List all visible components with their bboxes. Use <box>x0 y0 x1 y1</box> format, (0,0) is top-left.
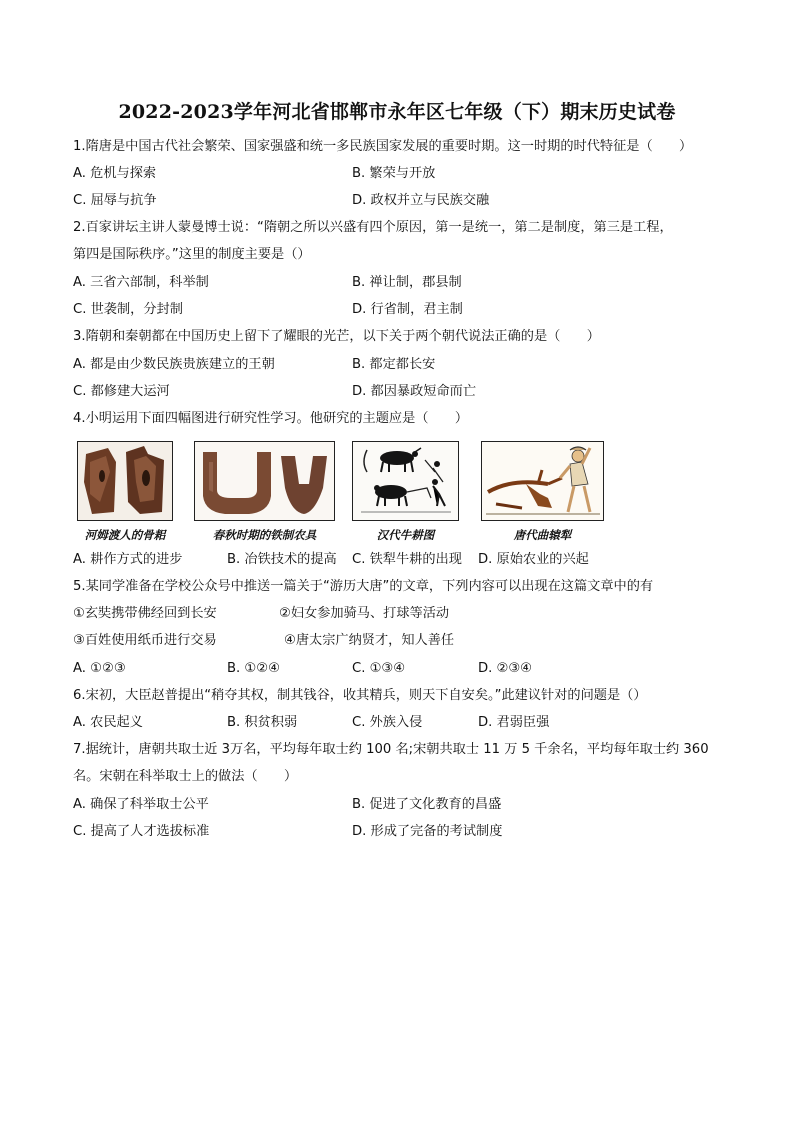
question-3-option-a[interactable]: A. 都是由少数民族贵族建立的王朝 <box>73 357 275 372</box>
question-7-option-a[interactable]: A. 确保了科举取士公平 <box>73 797 209 812</box>
question-3-option-d[interactable]: D. 都因暴政短命而亡 <box>352 384 477 399</box>
question-2-stem-line-2: 第四是国际秩序。”这里的制度主要是（） <box>73 247 311 262</box>
question-2-option-a[interactable]: A. 三省六部制，科举制 <box>73 275 209 290</box>
caption-curved-plough: 唐代曲辕犁 <box>513 528 572 542</box>
question-2-option-b[interactable]: B. 禅让制，郡县制 <box>352 275 462 290</box>
question-5-stem: 5.某同学准备在学校公众号中推送一篇关于“游历大唐”的文章，下列内容可以出现在这篇文章中的有 <box>73 579 654 594</box>
question-5-option-b[interactable]: B. ①②④ <box>227 661 280 676</box>
han-ox-plough-image <box>352 441 459 521</box>
bone-spade-image <box>77 441 173 521</box>
question-6-option-d[interactable]: D. 君弱臣强 <box>478 715 550 730</box>
question-5-item-1: ①玄奘携带佛经回到长安 <box>73 606 217 621</box>
question-2-stem-line-1: 2.百家讲坛主讲人蒙曼博士说：“隋朝之所以兴盛有四个原因，第一是统一，第二是制度，第三是工程， <box>73 220 673 235</box>
caption-han-ox-plough: 汉代牛耕图 <box>376 528 435 542</box>
figure-han-ox-plough <box>352 441 459 543</box>
question-7-stem-line-2: 名。宋朝在科举取士上的做法（ ） <box>73 769 298 784</box>
question-5-option-d[interactable]: D. ②③④ <box>478 661 533 676</box>
question-3-option-b[interactable]: B. 都定都长安 <box>352 357 436 372</box>
caption-iron-tools: 春秋时期的铁制农具 <box>212 528 317 542</box>
question-1-option-c[interactable]: C. 屈辱与抗争 <box>73 193 157 208</box>
curved-plough-image <box>481 441 604 521</box>
question-1-option-d[interactable]: D. 政权并立与民族交融 <box>352 193 490 208</box>
question-6-option-b[interactable]: B. 积贫积弱 <box>227 715 298 730</box>
question-5-item-2: ②妇女参加骑马、打球等活动 <box>279 606 450 621</box>
question-1-option-a[interactable]: A. 危机与探索 <box>73 166 157 181</box>
figure-bone-spade <box>77 441 173 543</box>
question-5-option-a[interactable]: A. ①②③ <box>73 661 126 676</box>
question-5-item-3: ③百姓使用纸币进行交易 <box>73 633 217 648</box>
question-7-option-d[interactable]: D. 形成了完备的考试制度 <box>352 824 503 839</box>
question-2-option-c[interactable]: C. 世袭制，分封制 <box>73 302 183 317</box>
question-6-option-a[interactable]: A. 农民起义 <box>73 715 143 730</box>
question-4-stem: 4.小明运用下面四幅图进行研究性学习。他研究的主题应是（ ） <box>73 411 469 426</box>
question-3-option-c[interactable]: C. 都修建大运河 <box>73 384 170 399</box>
question-6-option-c[interactable]: C. 外族入侵 <box>352 715 423 730</box>
question-7-option-b[interactable]: B. 促进了文化教育的昌盛 <box>352 797 502 812</box>
question-4-option-d[interactable]: D. 原始农业的兴起 <box>478 552 589 567</box>
question-5-item-4: ④唐太宗广纳贤才，知人善任 <box>284 633 455 648</box>
caption-bone-spade: 河姆渡人的骨耜 <box>84 528 166 542</box>
question-1-option-b[interactable]: B. 繁荣与开放 <box>352 166 436 181</box>
question-7-stem-line-1: 7.据统计，唐朝共取士近 3万名，平均每年取士约 100 名;宋朝共取士 11 万 5 千余名，平均每年取士约 360 <box>73 742 709 757</box>
question-2-option-d[interactable]: D. 行省制，君主制 <box>352 302 463 317</box>
question-4-option-c[interactable]: C. 铁犁牛耕的出现 <box>352 552 462 567</box>
question-4-option-a[interactable]: A. 耕作方式的进步 <box>73 552 183 567</box>
figure-iron-tools <box>194 441 335 543</box>
iron-tools-image <box>194 441 335 521</box>
figure-curved-plough <box>481 441 604 543</box>
question-4-option-b[interactable]: B. 冶铁技术的提高 <box>227 552 337 567</box>
question-3-stem: 3.隋朝和秦朝都在中国历史上留下了耀眼的光芒，以下关于两个朝代说法正确的是（ ） <box>73 329 600 344</box>
exam-title: 2022-2023学年河北省邯郸市永年区七年级（下）期末历史试卷 <box>118 101 676 123</box>
question-6-stem: 6.宋初，大臣赵普提出“稍夺其权，制其钱谷，收其精兵，则天下自安矣。”此建议针对的问题是（） <box>73 688 647 703</box>
question-5-option-c[interactable]: C. ①③④ <box>352 661 406 676</box>
question-7-option-c[interactable]: C. 提高了人才选拔标准 <box>73 824 210 839</box>
question-1-stem: 1.隋唐是中国古代社会繁荣、国家强盛和统一多民族国家发展的重要时期。这一时期的时代特征是（ ） <box>73 139 693 154</box>
